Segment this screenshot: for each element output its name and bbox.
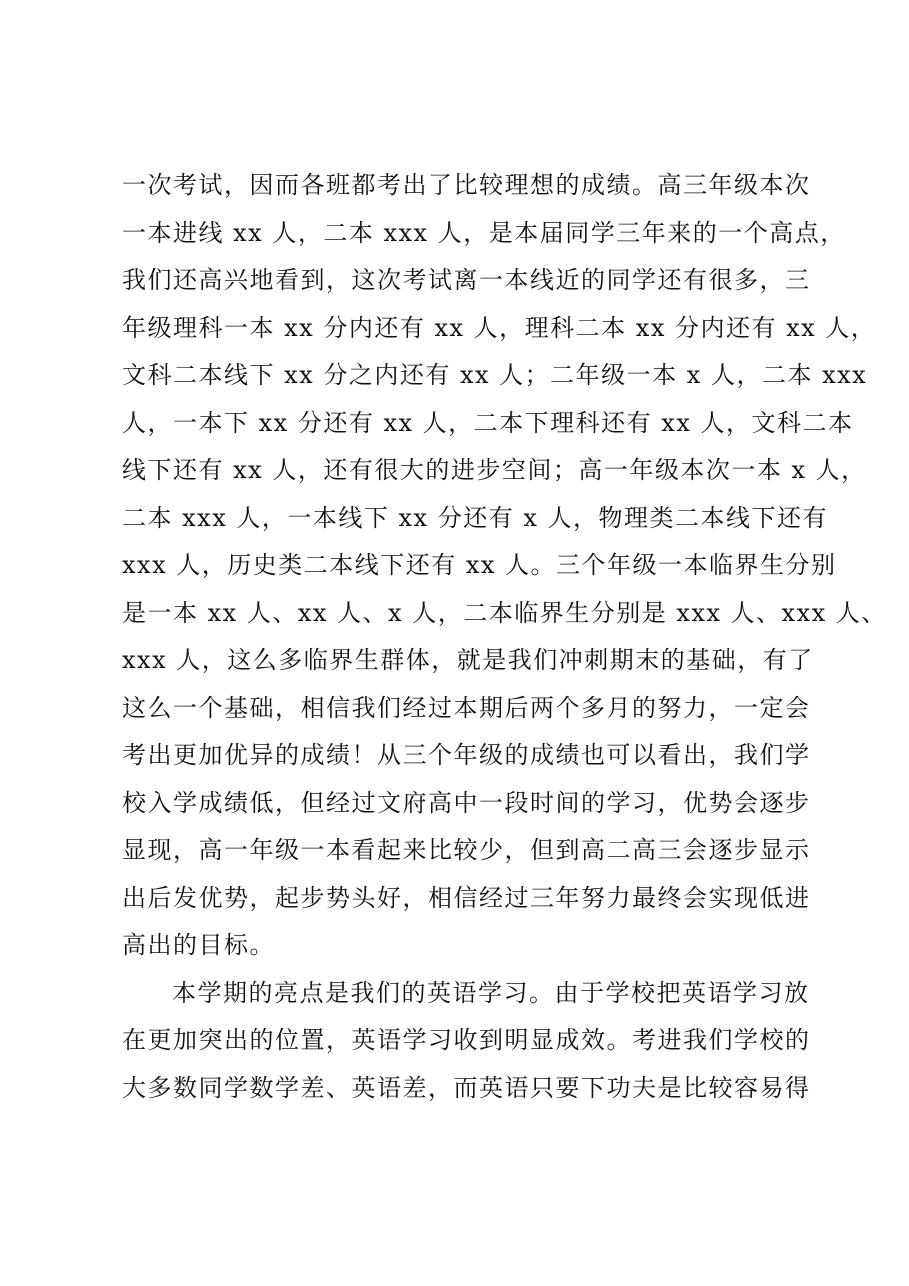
text-line: 出后发优势，起步势头好，相信经过三年努力最终会实现低进 — [122, 883, 811, 912]
text-line: 一本进线 xx 人，二本 xxx 人，是本届同学三年来的一个高点， — [122, 218, 846, 247]
document-body — [122, 162, 887, 1112]
text-line: 二本 xxx 人，一本线下 xx 分还有 x 人，物理类二本线下还有 — [122, 503, 828, 532]
text-line: 人，一本下 xx 分还有 xx 人，二本下理科还有 xx 人，文科二本 — [122, 408, 854, 437]
text-line: 文科二本线下 xx 分之内还有 xx 人；二年级一本 x 人，二本 xxx — [122, 361, 868, 389]
text-line: xxx 人，历史类二本线下还有 xx 人。三个年级一本临界生分别 — [122, 551, 837, 579]
text-line: 我们还高兴地看到，这次考试离一本线近的同学还有很多，三 — [122, 266, 811, 294]
text-line: 高出的目标。 — [122, 931, 275, 959]
text-line: 考出更加优异的成绩！从三个年级的成绩也可以看出，我们学 — [122, 741, 811, 769]
text-line: 是一本 xx 人、xx 人、x 人，二本临界生分别是 xxx 人、xxx 人、 — [122, 598, 887, 627]
text-line: 显现，高一年级一本看起来比较少，但到高二高三会逐步显示 — [122, 836, 811, 864]
text-line: 一次考试，因而各班都考出了比较理想的成绩。高三年级本次 — [122, 171, 811, 199]
text-line: xxx 人，这么多临界生群体，就是我们冲刺期末的基础，有了 — [122, 646, 814, 674]
text-line: 在更加突出的位置，英语学习收到明显成效。考进我们学校的 — [122, 1026, 811, 1054]
text-line: 校入学成绩低，但经过文府高中一段时间的学习，优势会逐步 — [122, 788, 811, 817]
paragraph-first-line: 本学期的亮点是我们的英语学习。由于学校把英语学习放 — [172, 978, 810, 1007]
text-line: 大多数同学数学差、英语差，而英语只要下功夫是比较容易得 — [122, 1073, 811, 1102]
text-line: 年级理科一本 xx 分内还有 xx 人，理科二本 xx 分内还有 xx 人， — [122, 313, 877, 342]
text-line: 线下还有 xx 人，还有很大的进步空间；高一年级本次一本 x 人， — [122, 456, 867, 484]
text-line: 这么一个基础，相信我们经过本期后两个多月的努力，一定会 — [122, 693, 811, 722]
